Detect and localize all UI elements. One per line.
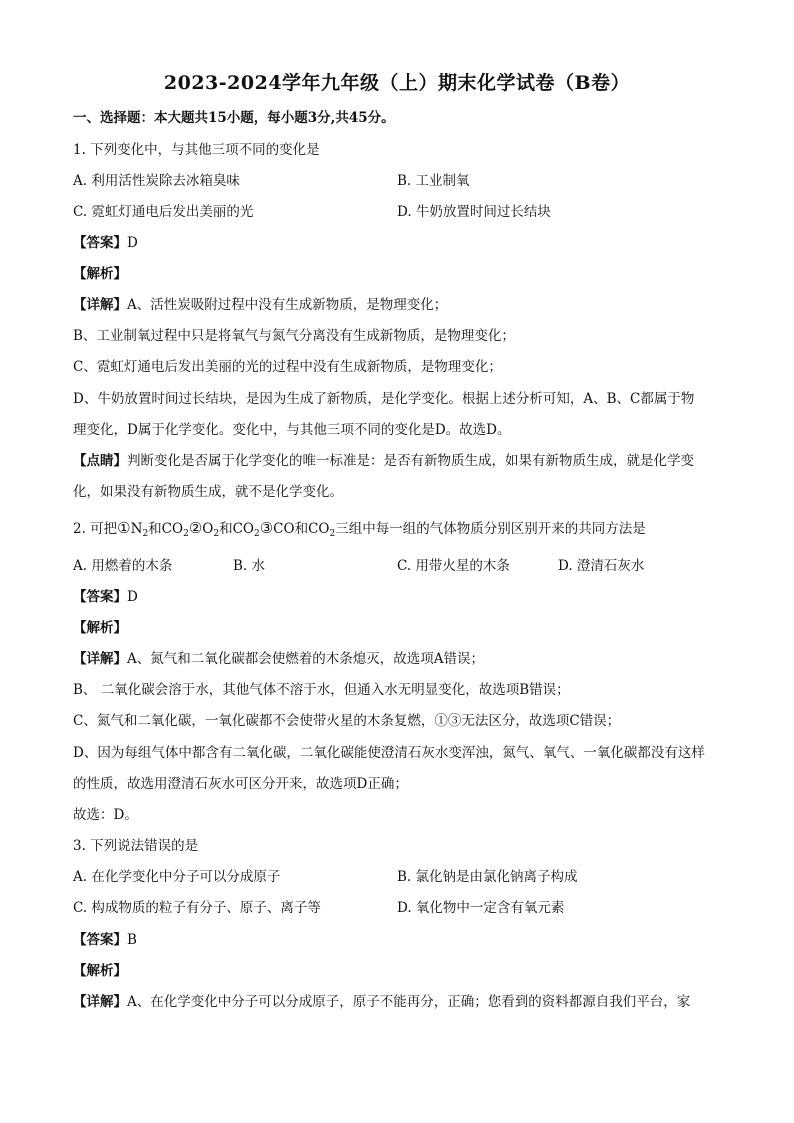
q3-option-d: D. 氧化物中一定含有氧元素 [397,900,565,916]
detail-tag: 【详解】 [73,651,127,667]
stem-prefix: 2. 可把 [73,521,118,537]
q2-detail-a [73,649,723,669]
q2-choose: 故选：D。 [73,807,138,823]
section-heading: 一、选择题：本大题共15小题，每小题3分,共45分。 [73,110,395,126]
q3-detail-a [73,992,723,1012]
answer-value: D [127,235,138,251]
formula-co: CO [308,521,330,537]
subscript: 2 [253,529,260,539]
formula-co-plain: CO [273,521,295,537]
q1-analysis-tag: 【解析】 [73,266,127,282]
conj-and: 和 [219,521,233,537]
q3-answer [73,930,723,950]
circled-2: ② [188,519,203,537]
q2-detail-d1: D、因为每组气体中都含有二氧化碳，二氧化碳能使澄清石灰水变浑浊，氮气、氧气、一氧化碳都没有这样 [73,745,705,761]
conj-and: 和 [294,521,309,537]
subscript: 2 [142,529,149,539]
q1-answer [73,233,723,253]
formula-o: O [202,521,214,537]
q1-option-d: D. 牛奶放置时间过长结块 [397,204,551,220]
q1-detail-a [73,295,723,315]
detail-text: A、在化学变化中分子可以分成原子，原子不能再分，正确；您看到的资料都源自我们平台，家 [127,994,691,1010]
point-text: 判断变化是否属于化学变化的唯一标准是：是否有新物质生成，如果有新物质生成，就是化学变 [127,453,694,469]
page-title: 2023-2024学年九年级（上）期末化学试卷（B卷） [163,72,631,94]
q1-point [73,451,723,471]
subscript: 2 [329,529,336,539]
question-3-stem: 3. 下列说法错误的是 [73,838,199,854]
q2-option-c: C. 用带火星的木条 [397,558,510,574]
answer-value: B [127,932,137,948]
answer-tag: 【答案】 [73,932,127,948]
conj-and: 和 [148,521,162,537]
q2-analysis-tag: 【解析】 [73,620,127,636]
q2-option-b: B. 水 [233,558,266,574]
question-2-stem [73,518,723,539]
answer-tag: 【答案】 [73,589,127,605]
q2-option-d: D. 澄清石灰水 [558,558,645,574]
circled-3: ③ [259,519,274,537]
circled-1: ① [117,519,131,537]
q2-detail-b: B、 二氧化碳会溶于水，其他气体不溶于水，但通入水无明显变化，故选项B错误； [73,682,570,698]
detail-tag: 【详解】 [73,994,127,1010]
q2-option-a: A. 用燃着的木条 [73,558,173,574]
q2-detail-d2: 的性质，故选用澄清石灰水可区分开来，故选项D正确； [73,776,408,792]
q3-analysis-tag: 【解析】 [73,963,127,979]
detail-tag: 【详解】 [73,297,127,313]
question-1-stem: 1. 下列变化中，与其他三项不同的变化是 [73,142,320,158]
answer-tag: 【答案】 [73,235,127,251]
detail-text: A、活性炭吸附过程中没有生成新物质，是物理变化； [127,297,448,313]
answer-value: D [127,589,138,605]
q1-point-2: 化，如果没有新物质生成，就不是化学变化。 [73,484,343,500]
subscript: 2 [213,529,220,539]
q3-option-a: A. 在化学变化中分子可以分成原子 [73,869,281,885]
q1-detail-c: C、霓虹灯通电后发出美丽的光的过程中没有生成新物质，是物理变化； [73,359,502,375]
subscript: 2 [183,529,189,539]
q1-detail-d1: D、牛奶放置时间过长结块，是因为生成了新物质，是化学变化。根据上述分析可知，A、B、C都属于物 [73,391,695,407]
q1-option-b: B. 工业制氧 [397,173,470,189]
q2-detail-c: C、氮气和二氧化碳，一氧化碳都不会使带火星的木条复燃，①③无法区分，故选项C错误； [73,713,621,729]
point-tag: 【点睛】 [73,453,127,469]
q3-option-b: B. 氯化钠是由氯化钠离子构成 [397,869,578,885]
q1-option-a: A. 利用活性炭除去冰箱臭味 [73,173,240,189]
formula-co: CO [161,521,184,537]
q1-detail-b: B、工业制氧过程中只是将氧气与氮气分离没有生成新物质，是物理变化； [73,328,515,344]
q3-option-c: C. 构成物质的粒子有分子、原子、离子等 [73,900,321,916]
detail-text: A、氮气和二氧化碳都会使燃着的木条熄灭，故选项A错误； [127,651,484,667]
formula-n: N [130,521,143,537]
stem-suffix: 三组中每一组的气体物质分别区别开来的共同方法是 [335,521,646,537]
q1-detail-d2: 理变化，D属于化学变化。变化中，与其他三项不同的变化是D。故选D。 [73,422,511,438]
q2-answer [73,587,723,607]
formula-co: CO [232,521,254,537]
q1-option-c: C. 霓虹灯通电后发出美丽的光 [73,204,254,220]
